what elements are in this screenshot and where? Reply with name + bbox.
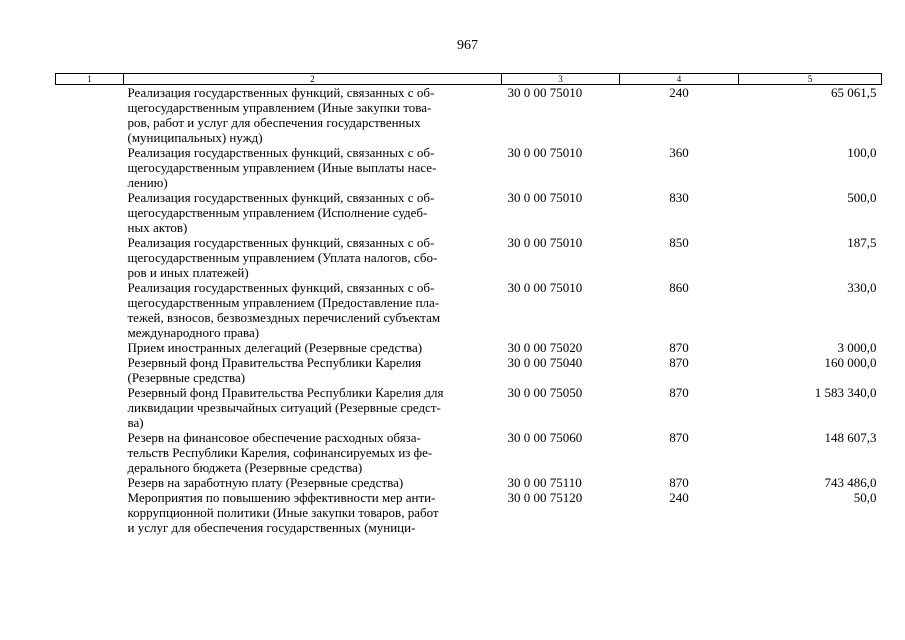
row-code-cell: 30 0 00 75120 (507, 490, 583, 505)
row-expense-type-cell: 870 (669, 355, 689, 370)
row-expense-type-cell: 860 (669, 280, 689, 295)
table-row (56, 340, 882, 355)
table-row (56, 85, 882, 146)
row-name-cell: Резервный фонд Правительства Республики Карелия (Резервные средства) (127, 355, 422, 385)
row-sum-cell: 187,5 (847, 235, 877, 250)
table-row (56, 475, 882, 490)
row-name-cell: Резервный фонд Правительства Республики Карелия для ликвидации чрезвычайных ситуаций (Резервные средст- ва) (127, 385, 444, 430)
table-row (56, 145, 882, 190)
row-name-cell: Реализация государственных функций, связанных с об- щегосударственным управлением (Иные выплаты насе- лению) (127, 145, 437, 190)
row-name-cell: Реализация государственных функций, связанных с об- щегосударственным управлением (Иные закупки това- ров, работ и услуг для обеспечения государственных (муниципальных) нужд) (127, 85, 435, 145)
row-expense-type-cell: 360 (669, 145, 689, 160)
page-number: 967 (457, 38, 478, 53)
row-name-cell: Прием иностранных делегаций (Резервные средства) (127, 340, 423, 355)
row-code-cell: 30 0 00 75060 (507, 430, 583, 445)
row-index-cell (56, 280, 124, 340)
table-row (56, 280, 882, 340)
row-code-cell: 30 0 00 75010 (507, 190, 583, 205)
row-code-cell: 30 0 00 75040 (507, 355, 583, 370)
row-name-cell: Резерв на заработную плату (Резервные средства) (127, 475, 404, 490)
row-expense-type-cell: 830 (669, 190, 689, 205)
row-sum-cell: 330,0 (847, 280, 877, 295)
table-row (56, 355, 882, 385)
row-sum-cell: 1 583 340,0 (814, 385, 877, 400)
row-code-cell: 30 0 00 75020 (507, 340, 583, 355)
row-name-cell: Реализация государственных функций, связанных с об- щегосударственным управлением (Исполнение судеб- ных актов) (127, 190, 435, 235)
row-expense-type-cell: 850 (669, 235, 689, 250)
row-name-cell: Резерв на финансовое обеспечение расходных обяза- тельств Республики Карелия, софинансируемых из фе- дерального бюджета (Резервные средства) (127, 430, 433, 475)
row-index-cell (56, 355, 124, 385)
row-name-cell: Реализация государственных функций, связанных с об- щегосударственным управлением (Уплата налогов, сбо- ров и иных платежей) (127, 235, 438, 280)
row-name-cell: Мероприятия по повышению эффективности мер анти- коррупционной политики (Иные закупки товаров, работ и услуг для обеспечения государственных (муници- (127, 490, 439, 535)
row-index-cell (56, 235, 124, 280)
row-sum-cell: 3 000,0 (837, 340, 877, 355)
row-code-cell: 30 0 00 75010 (507, 280, 583, 295)
row-code-cell: 30 0 00 75010 (507, 145, 583, 160)
column-header-1: 1 (56, 74, 124, 85)
row-code-cell: 30 0 00 75050 (507, 385, 583, 400)
row-index-cell (56, 490, 124, 535)
row-index-cell (56, 145, 124, 190)
table-body (56, 85, 882, 536)
row-expense-type-cell: 870 (669, 430, 689, 445)
row-index-cell (56, 430, 124, 475)
column-header-3: 3 (502, 74, 620, 85)
table-header-row (56, 74, 882, 85)
row-index-cell (56, 190, 124, 235)
column-header-2: 2 (124, 74, 502, 85)
row-expense-type-cell: 870 (669, 475, 689, 490)
table-row (56, 430, 882, 475)
row-sum-cell: 50,0 (853, 490, 877, 505)
row-sum-cell: 148 607,3 (824, 430, 877, 445)
row-index-cell (56, 340, 124, 355)
row-index-cell (56, 475, 124, 490)
budget-table (55, 73, 882, 535)
table-row (56, 385, 882, 430)
row-code-cell: 30 0 00 75010 (507, 85, 583, 100)
table-row (56, 490, 882, 535)
row-code-cell: 30 0 00 75010 (507, 235, 583, 250)
column-header-4: 4 (620, 74, 739, 85)
row-sum-cell: 65 061,5 (831, 85, 877, 100)
row-expense-type-cell: 870 (669, 340, 689, 355)
row-expense-type-cell: 870 (669, 385, 689, 400)
row-name-cell: Реализация государственных функций, связанных с об- щегосударственным управлением (Предоставление пла- тежей, взносов, безвозмездных перечислений субъектам международного права) (127, 280, 441, 340)
row-sum-cell: 100,0 (847, 145, 877, 160)
table-row (56, 190, 882, 235)
row-sum-cell: 500,0 (847, 190, 877, 205)
row-sum-cell: 743 486,0 (824, 475, 877, 490)
row-index-cell (56, 85, 124, 146)
row-code-cell: 30 0 00 75110 (507, 475, 582, 490)
table-row (56, 235, 882, 280)
row-expense-type-cell: 240 (669, 85, 689, 100)
row-index-cell (56, 385, 124, 430)
row-expense-type-cell: 240 (669, 490, 689, 505)
row-sum-cell: 160 000,0 (824, 355, 877, 370)
column-header-5: 5 (739, 74, 882, 85)
